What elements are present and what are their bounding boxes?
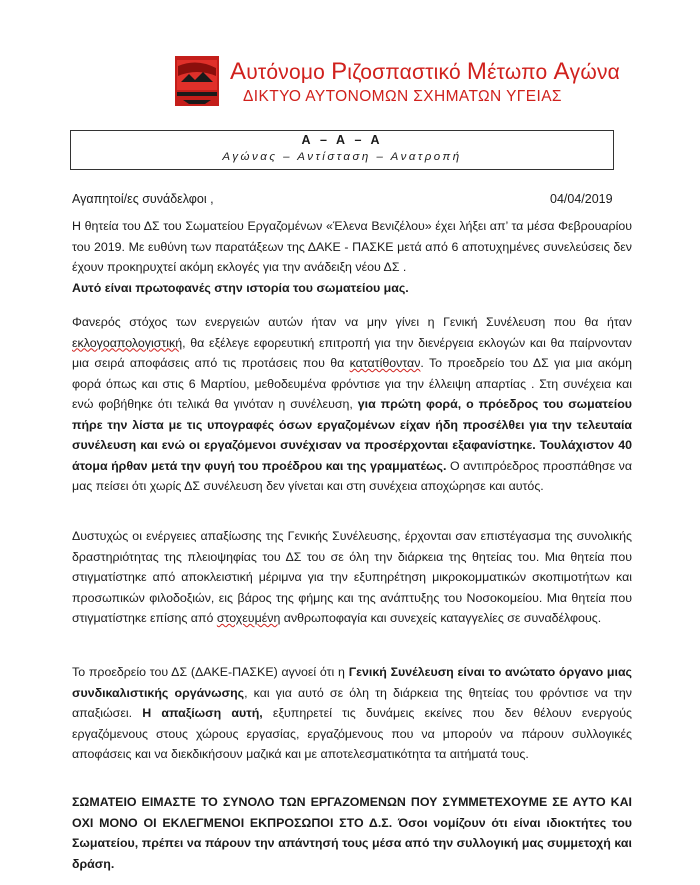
organization-subtitle: ΔΙΚΤΥΟ ΑΥΤΟΝΟΜΩΝ ΣΧΗΜΑΤΩΝ ΥΓΕΙΑΣ	[243, 88, 562, 105]
slogan-box	[70, 130, 614, 170]
paragraph-5: ΣΩΜΑΤΕΙΟ ΕΙΜΑΣΤΕ ΤΟ ΣΥΝΟΛΟ ΤΩΝ ΕΡΓΑΖΟΜΕΝΩΝ ΠΟΥ ΣΥΜΜΕΤΕΧΟΥΜΕ ΣΕ ΑΥΤΟ ΚΑΙ ΟΧΙ ΜΟΝΟ ΟΙ ΕΚΛΕΓΜΕΝΟΙ ΕΚΠΡΟΣΩΠΟΙ ΣΤΟ Δ.Σ. Όσοι νομίζουν ότι είναι ιδιοκτήτες του Σωματείου, πρέπει να πάρουν την απάντησή τους μέσα από την συλλογική μας συμμετοχή και δράση.	[72, 795, 632, 871]
paragraph-4: Το προεδρείο του ΔΣ (ΔΑΚΕ-ΠΑΣΚΕ) αγνοεί ότι η Γενική Συνέλευση είναι το ανώτατο όργανο μιας συνδικαλιστικής οργάνωσης, και για αυτό σε όλη τη διάρκεια της θητείας του φρόντισε να την απαξιώσει. Η απαξίωση αυτή, εξυπηρετεί τις δυνάμεις εκείνες που δεν θέλουν ενεργούς εργαζόμενους στους χώρους εργασίας, εργαζόμενους που να μπορούν να πάρουν συλλογικές αποφάσεις και να διεκδικήσουν μαζικά και με αποτελεσματικότητα τα αιτήματά τους.	[72, 665, 633, 761]
paragraph-2: Φανερός στόχος των ενεργειών αυτών ήταν να μην γίνει η Γενική Συνέλευση που θα ήταν εκλογοαπολογιστική, θα εξέλεγε εφορευτική επιτροπή για την διενέργεια εκλογών και θα παίρνονταν μια σειρά αποφάσεις από τις προτάσεις που θα κατατίθονταν. Το προεδρείο του ΔΣ για μια ακόμη φορά όπως και στις 6 Μαρτίου, μεθοδευμένα φρόντισε για την έλλειψη απαρτίας . Στη συνέχεια και ενώ φοβήθηκε ότι τελικά θα γινόταν η συνέλευση, για πρώτη φορά, ο πρόεδρος του σωματείου πήρε την λίστα με τις υπογραφές όσων εργαζομένων είχαν ήδη προσέλθει για την τελευταία συνέλευση και ενώ οι εργαζόμενοι συνέχισαν να προσέρχονται εξαφανίστηκε. Τουλάχιστον 40 άτομα ήρθαν μετά την φυγή του προέδρου και της γραμματέως. Ο αντιπρόεδρος προσπάθησε να μας πείσει ότι χωρίς ΔΣ συνέλευση δεν γίνεται και στη συνέχεια αποχώρησε και αυτός.	[72, 315, 633, 493]
greeting: Αγαπητοί/ες συνάδελφοι ,	[72, 192, 214, 206]
organization-title: Αυτόνομο Ριζοσπαστικό Μέτωπο Αγώνα	[230, 58, 621, 85]
organization-logo-icon	[175, 56, 219, 106]
slogan-bottom: Αγώνας – Αντίσταση – Ανατροπή	[222, 151, 462, 163]
paragraph-3: Δυστυχώς οι ενέργειες απαξίωσης της Γενικής Συνέλευσης, έρχονται σαν επιστέγασμα της συνολικής δραστηριότητας της πλειοψηφίας του ΔΣ του σε όλη την διάρκεια της θητείας του. Μια θητεία που στιγματίστηκε από αποκλειστική μέριμνα για την εξυπηρέτηση μικροκομματικών σκοπιμοτήτων και προσωπικών φιλοδοξιών, εις βάρος της φήμης και της ανάπτυξης του Νοσοκομείου. Μια θητεία που στιγματίστηκε επίσης από στοχευμένη ανθρωποφαγία και συνεχείς καταγγελίες σε συναδέλφους.	[72, 529, 632, 625]
slogan-top: Α – Α – Α	[301, 133, 383, 147]
paragraph-1: Η θητεία του ΔΣ του Σωματείου Εργαζομένων «Έλενα Βενιζέλου» έχει λήξει απ’ τα μέσα Φεβρουαρίου του 2019. Με ευθύνη των παρατάξεων της ΔΑΚΕ - ΠΑΣΚΕ μετά από 6 αποτυχημένες συνελεύσεις δεν έχουν προκηρυχτεί ακόμη εκλογές για την ανάδειξη νέου ΔΣ . Αυτό είναι πρωτοφανές στην ιστορία του σωματείου μας.	[72, 219, 632, 295]
document-date: 04/04/2019	[550, 192, 613, 206]
